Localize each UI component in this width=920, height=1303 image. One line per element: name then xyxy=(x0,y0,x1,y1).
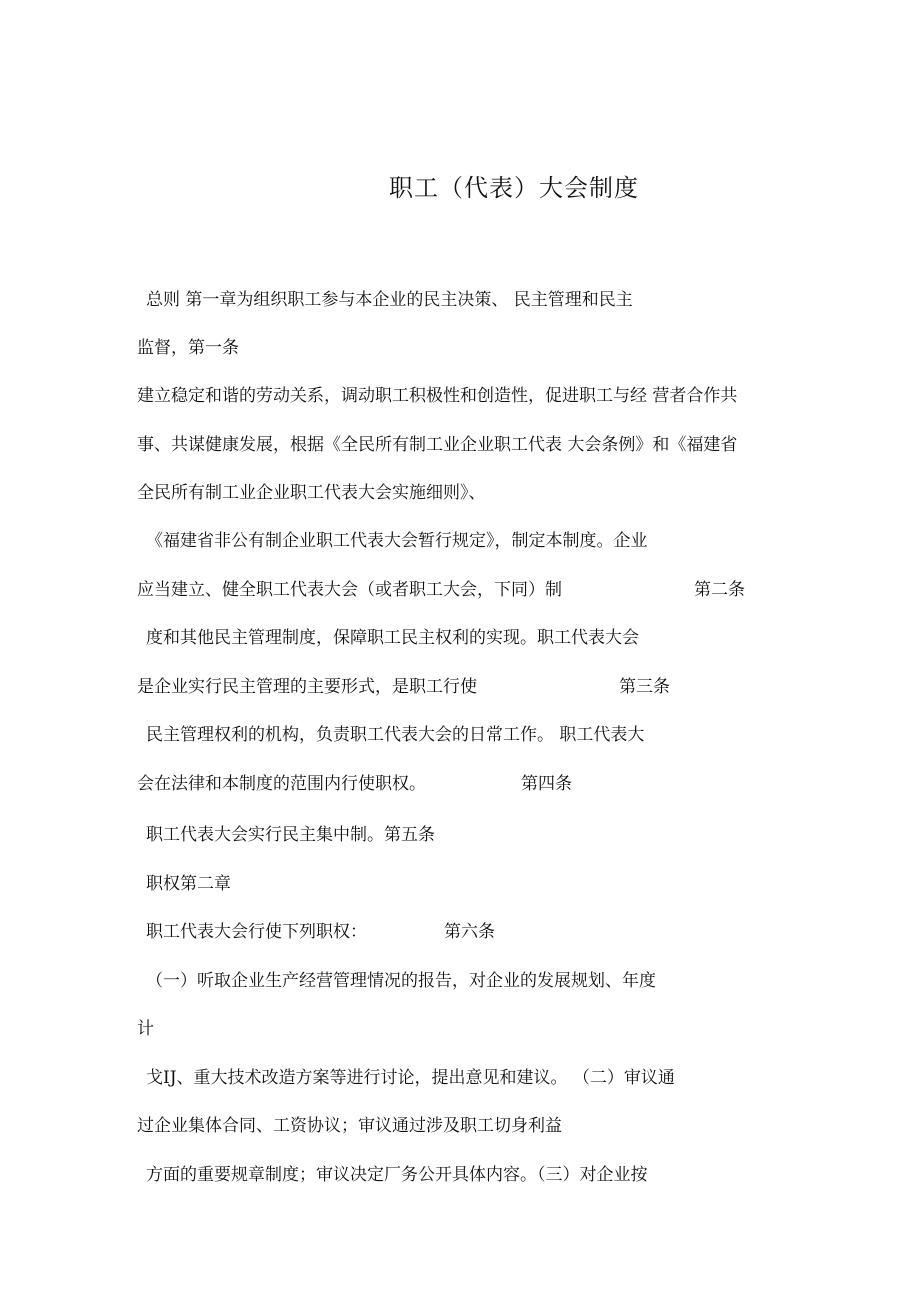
text-line-2: 监督，第一条 xyxy=(137,338,239,358)
text-line-7: 应当建立、健全职工代表大会（或者职工大会，下同）制 xyxy=(137,580,562,600)
text-line-9: 是企业实行民主管理的主要形式，是职工行使 xyxy=(137,677,477,697)
document-title: 职工（代表）大会制度 xyxy=(389,174,639,202)
text-line-14: 职工代表大会行使下列职权： xyxy=(146,922,367,942)
text-line-3: 建立稳定和谐的劳动关系，调动职工积极性和创造性，促进职工与经 营者合作共 xyxy=(137,386,738,406)
text-line-11: 会在法律和本制度的范围内行使职权。 xyxy=(137,774,426,794)
text-line-10: 民主管理权利的机构，负责职工代表大会的日常工作。 职工代表大 xyxy=(146,725,645,745)
text-line-15: （一）听取企业生产经营管理情况的报告，对企业的发展规划、年度 xyxy=(146,971,656,991)
article-6-label: 第六条 xyxy=(444,922,495,942)
text-line-16: 计 xyxy=(137,1019,154,1039)
text-line-1: 总则 第一章为组织职工参与本企业的民主决策、 民主管理和民主 xyxy=(146,290,633,310)
text-line-5: 全民所有制工业企业职工代表大会实施细则》、 xyxy=(137,483,486,503)
text-line-8: 度和其他民主管理制度，保障职工民主权利的实现。职工代表大会 xyxy=(146,628,639,648)
text-line-19: 方面的重要规章制度；审议决定厂务公开具体内容。（三）对企业按 xyxy=(146,1165,648,1185)
text-line-6: 《福建省非公有制企业职工代表大会暂行规定》，制定本制度。企业 xyxy=(146,531,648,551)
text-line-12: 职工代表大会实行民主集中制。第五条 xyxy=(146,825,435,845)
text-line-17: 戈IJ、重大技术改造方案等进行讨论，提出意见和建议。 （二）审议通 xyxy=(146,1068,675,1088)
article-3-label: 第三条 xyxy=(619,677,670,697)
text-line-4: 事、共谋健康发展，根据《全民所有制工业企业职工代表 大会条例》和《福建省 xyxy=(137,435,738,455)
text-line-18: 过企业集体合同、工资协议；审议通过涉及职工切身利益 xyxy=(137,1116,562,1136)
article-2-label: 第二条 xyxy=(694,580,745,600)
text-line-13: 职权第二章 xyxy=(146,874,231,894)
article-4-label: 第四条 xyxy=(521,774,572,794)
